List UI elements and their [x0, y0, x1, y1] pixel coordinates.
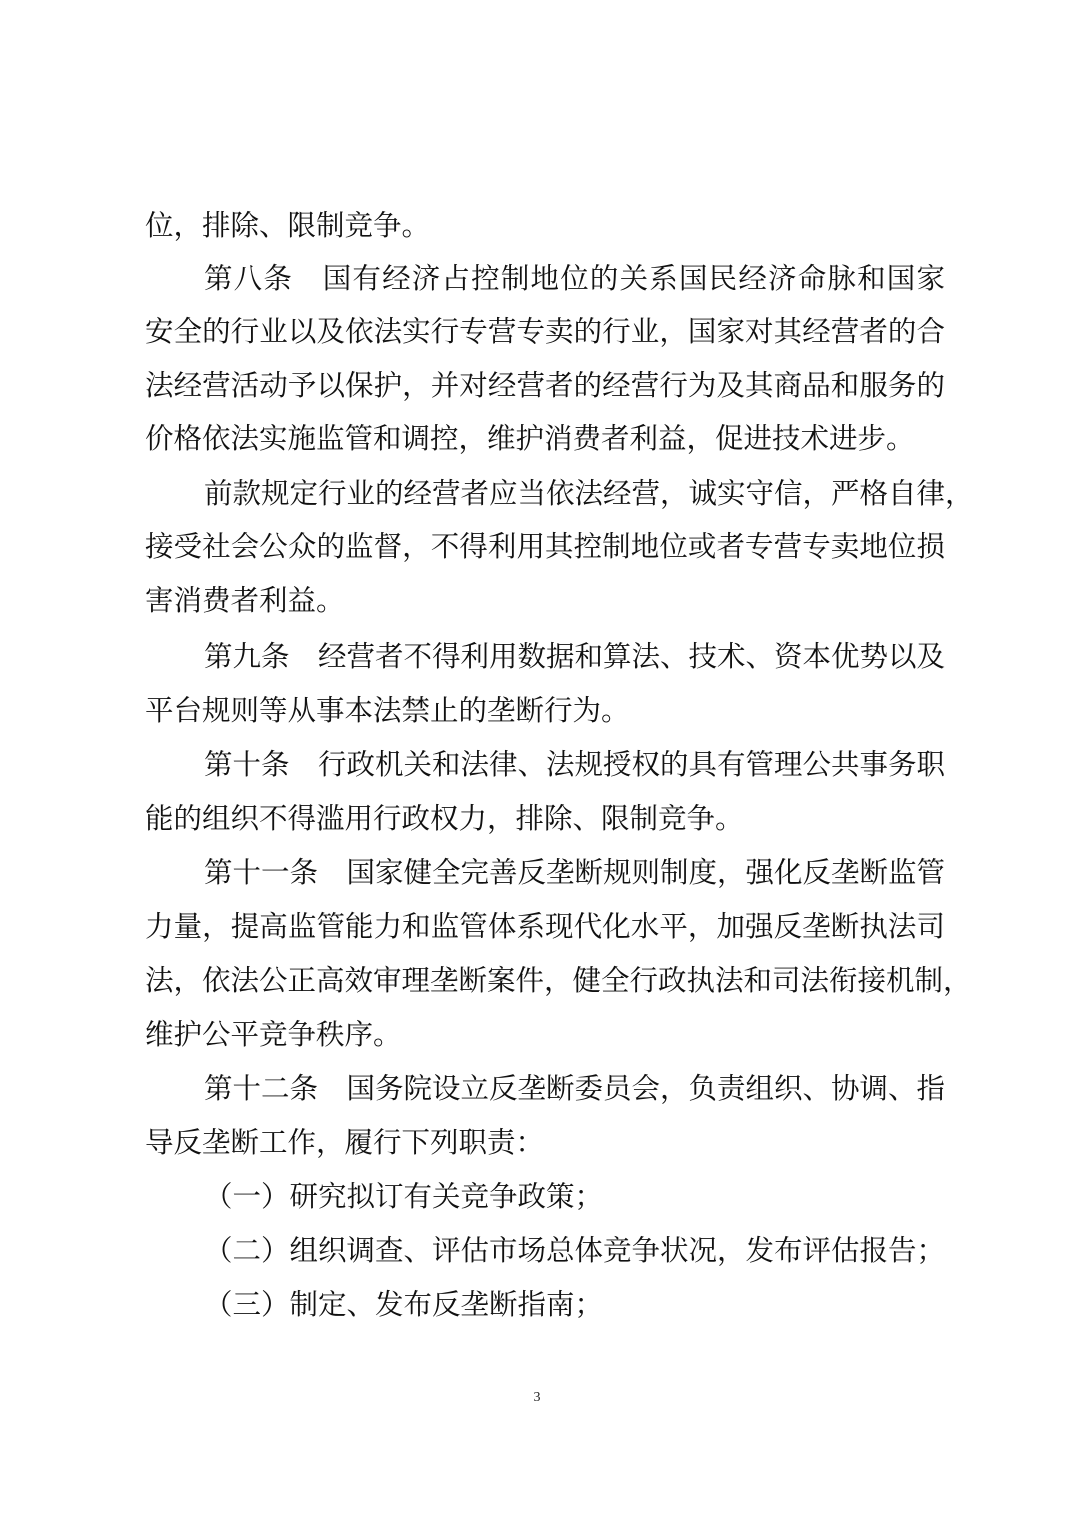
- text-line: 位，排除、限制竞争。: [145, 209, 431, 242]
- text-line: 第十条 行政机关和法律、法规授权的具有管理公共事务职: [204, 748, 946, 781]
- text-line: 法经营活动予以保护，并对经营者的经营行为及其商品和服务的: [145, 369, 945, 402]
- text-line: 害消费者利益。: [145, 584, 345, 617]
- text-line: 力量，提高监管能力和监管体系现代化水平，加强反垄断执法司: [145, 910, 945, 943]
- text-line: 安全的行业以及依法实行专营专卖的行业，国家对其经营者的合: [145, 315, 945, 348]
- text-line: 接受社会公众的监督，不得利用其控制地位或者专营专卖地位损: [145, 530, 945, 563]
- text-line: 维护公平竞争秩序。: [145, 1018, 402, 1051]
- text-line: 价格依法实施监管和调控，维护消费者利益，促进技术进步。: [145, 422, 915, 455]
- text-line: 第十二条 国务院设立反垄断委员会，负责组织、协调、指: [204, 1072, 946, 1105]
- text-line: 平台规则等从事本法禁止的垄断行为。: [145, 694, 630, 727]
- text-line: 导反垄断工作，履行下列职责：: [145, 1126, 545, 1159]
- text-line: 前款规定行业的经营者应当依法经营，诚实守信，严格自律，: [204, 477, 974, 510]
- text-line: （三）制定、发布反垄断指南；: [204, 1288, 604, 1321]
- text-line: （一）研究拟订有关竞争政策；: [204, 1180, 604, 1213]
- text-line: 第八条 国有经济占控制地位的关系国民经济命脉和国家: [204, 262, 945, 295]
- page-number: 3: [533, 1390, 541, 1405]
- text-line: 第十一条 国家健全完善反垄断规则制度，强化反垄断监管: [204, 856, 946, 889]
- text-line: 法，依法公正高效审理垄断案件，健全行政执法和司法衔接机制，: [145, 964, 972, 997]
- text-line: 第九条 经营者不得利用数据和算法、技术、资本优势以及: [204, 640, 946, 673]
- text-line: （二）组织调查、评估市场总体竞争状况，发布评估报告；: [204, 1234, 946, 1267]
- text-line: 能的组织不得滥用行政权力，排除、限制竞争。: [145, 802, 744, 835]
